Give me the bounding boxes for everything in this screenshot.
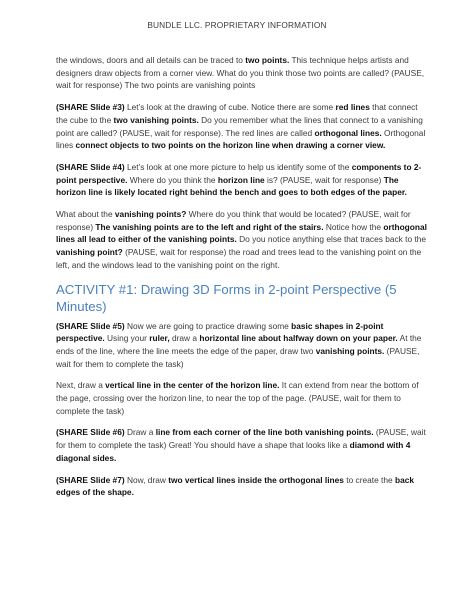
emphasis-text: orthogonal lines all lead to either of the vanishing points. <box>56 221 427 245</box>
body-text: is? (PAUSE, wait for response) <box>264 174 384 185</box>
body-text: that connect the cube to the <box>56 102 418 125</box>
emphasis-text: line from each corner of the line both vanishing points. <box>155 427 374 438</box>
emphasis-text: horizon line <box>217 174 265 185</box>
emphasis-text: The horizon line is likely located right behind the bench and goes to both edges of the paper. <box>56 174 407 198</box>
body-text: It can extend from near the bottom of the page, crossing over the horizon line, to near the top of the page. (PAUSE, wait for them to complete the task) <box>56 380 419 416</box>
body-text: This technique helps artists and designers draw objects from a corner view. What do you think those two points are called? (PAUSE, wait for response) The two points are vanishing points <box>56 55 425 91</box>
emphasis-text: (SHARE Slide #5) <box>56 320 125 331</box>
body-text: (PAUSE, wait for them to complete the task) Great! You should have a shape that looks like a <box>56 427 426 451</box>
emphasis-text: connect objects to two points on the horizon line when drawing a corner view. <box>75 140 386 151</box>
body-text: Draw a <box>124 427 156 438</box>
paragraph-3 <box>56 161 428 199</box>
emphasis-text: (SHARE Slide #7) <box>56 474 125 485</box>
emphasis-text: back edges of the shape. <box>56 474 414 498</box>
activity-paragraph-3 <box>56 426 428 464</box>
activity-heading: ACTIVITY #1: Drawing 3D Forms in 2-point Perspective (5 Minutes) <box>56 281 397 315</box>
body-text: Where do you think that would be located? (PAUSE, wait for response) <box>56 209 411 232</box>
emphasis-text: vanishing points. <box>315 345 385 356</box>
body-text: Let’s look at one more picture to help us identify some of the <box>124 161 352 172</box>
emphasis-text: (SHARE Slide #6) <box>56 427 125 438</box>
body-text: to create the <box>343 474 395 485</box>
paragraph-1 <box>56 54 428 92</box>
activity-paragraph-4 <box>56 474 428 499</box>
body-text: At the ends of the line, where the line meets the edge of the paper, draw two <box>56 333 422 356</box>
body-text: Where do you think the <box>127 174 218 185</box>
emphasis-text: vanishing point? <box>56 247 123 258</box>
body-text: What about the <box>56 209 115 220</box>
body-text: Notice how the <box>323 221 384 232</box>
body-text: (PAUSE, wait for response) the road and trees lead to the vanishing point on the left, and the windows lead to the vanishing point on the right. <box>56 247 422 270</box>
body-text: Let’s look at the drawing of cube. Notice there are some <box>124 102 336 113</box>
body-text: Now, draw <box>124 474 169 485</box>
emphasis-text: diamond with 4 diagonal sides. <box>56 440 411 463</box>
emphasis-text: components to 2-point perspective. <box>56 161 422 185</box>
emphasis-text: basic shapes in 2-point perspective. <box>56 320 384 344</box>
body-text: Do you remember what the lines that connect to a vanishing point are called? (PAUSE, wait for response). The red lines are called <box>56 114 423 138</box>
activity-paragraph-2 <box>56 379 428 417</box>
emphasis-text: horizontal line about halfway down on your paper. <box>199 333 398 344</box>
body-text: draw a <box>169 333 200 344</box>
emphasis-text: ruler, <box>149 333 170 344</box>
document-body <box>56 54 428 508</box>
emphasis-text: The vanishing points are to the left and right of the stairs. <box>95 221 324 232</box>
paragraph-4 <box>56 208 428 272</box>
emphasis-text: orthogonal lines. <box>314 127 382 138</box>
emphasis-text: two vanishing points. <box>113 114 199 125</box>
body-text: Using your <box>104 333 150 344</box>
body-text: the windows, doors and all details can be traced to <box>56 55 246 65</box>
emphasis-text: vertical line in the center of the horizon line. <box>105 380 280 391</box>
body-text: (PAUSE, wait for them to complete the task) <box>56 345 420 369</box>
emphasis-text: two vertical lines inside the orthogonal lines <box>168 474 344 485</box>
activity-paragraph-1 <box>56 320 428 371</box>
body-text: Do you notice anything else that traces back to the <box>236 234 427 245</box>
body-text: Now we are going to practice drawing some <box>124 320 292 331</box>
body-text: Next, draw a <box>56 380 106 391</box>
emphasis-text: (SHARE Slide #3) <box>56 102 125 113</box>
emphasis-text: red lines <box>335 102 370 113</box>
emphasis-text: vanishing points? <box>114 209 187 220</box>
emphasis-text: two points. <box>245 55 290 65</box>
emphasis-text: (SHARE Slide #4) <box>56 161 125 172</box>
body-text: Orthogonal lines <box>56 127 426 151</box>
page-header: BUNDLE LLC. PROPRIETARY INFORMATION <box>147 20 327 30</box>
paragraph-2 <box>56 101 428 152</box>
